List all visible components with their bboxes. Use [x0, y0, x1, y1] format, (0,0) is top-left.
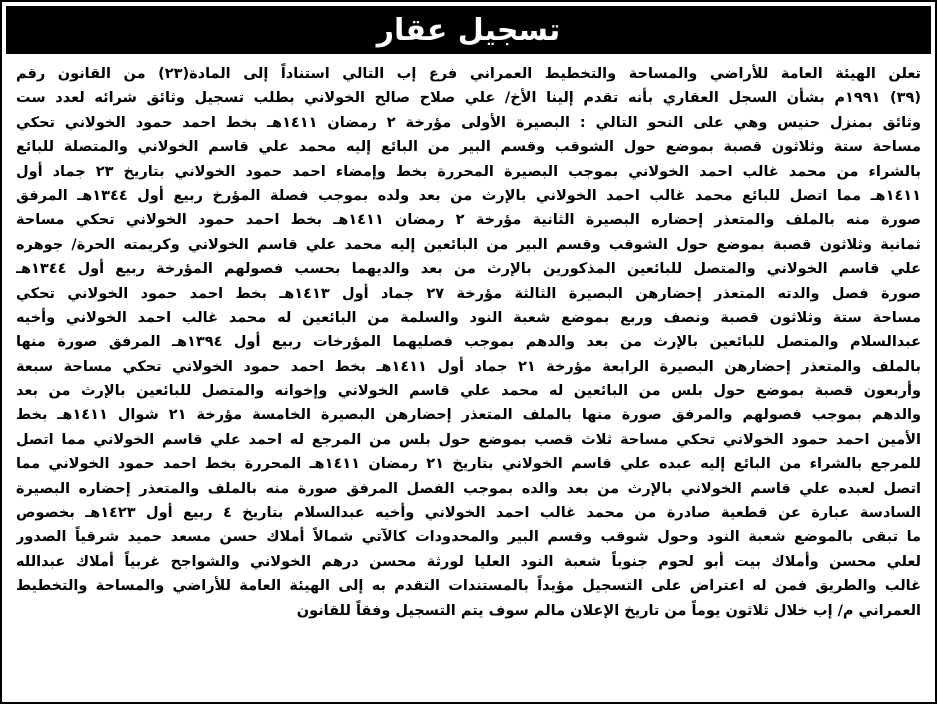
notice-line: ما تبقى بالموضع شعبة النود وحول شوقب وقسم البير والمحدودات كالآتي شمالاً أملاك حسن مسعد حميد شرقياً الصدور: [16, 529, 921, 546]
notice-line: صورة منه بالملف والمتعذر إحضاره البصيرة الثانية مؤرخة ٢ رمضان ١٤١١هـ بخط احمد حمود الخولاني تحكي مساحة: [16, 212, 921, 229]
notice-line: العمراني م/ إب خلال ثلاثون يوماً من تاريخ الإعلان مالم سوف يتم التسجيل وفقاً للقانون: [296, 602, 921, 619]
notice-line: وأربعون قصبة بموضع حول بلس من البائعين له محمد علي قاسم الخولاني وإخوانه والمتصل للبائعين بالإرث من بعد: [16, 383, 921, 400]
notice-line: بالملف والمتعذر إحضارهن البصيرة الرابعة مؤرخة ٢١ جماد أول ١٤١١هـ بخط احمد حمود الخولاني تحكي مساحة سبعة: [16, 358, 921, 375]
notice-line: ١٤١١هـ مما اتصل للبائع محمد غالب احمد الخولاني بالإرث من بعد ولده بموجب فصلة المؤرخ ربيع أول ١٣٤٤هـ المرفق: [16, 187, 921, 204]
notice-line: تعلن الهيئة العامة للأراضي والمساحة والتخطيط العمراني فرع إب التالي استناداً إلى المادة(٢٣) من القانون رقم: [16, 66, 921, 82]
notice-line: مساحة ستة وثلاثون قصبة بموضع حول الشوقب وقسم البير من البائع إليه محمد علي قاسم الخولاني والمتصلة للبائع: [16, 139, 921, 156]
notice-line: اتصل لعبده علي قاسم الخولاني بالإرث من بعد والده بموجب الفصل المرفق صورة منه بالملف والمتعذر إحضاره البصيرة: [16, 480, 921, 497]
notice-line: لعلي محسن وأملاك بيت أبو لحوم جنوباً شعبة النود العليا لورثة محسن درهم الخولاني والشواجح غربياً أملاك عبدالله: [16, 553, 921, 570]
notice-line: علي قاسم الخولاني والمتصل للبائعين المذكورين بالإرث من بعد والديهما بحسب فصولهم المؤرخة ربيع أول ١٣٤٤هـ: [16, 261, 921, 278]
notice-line: والدهم بموجب فصولهم والمرفق صورة منها بالملف المتعذر إحضارهن البصيرة الخامسة مؤرخة ٢١ شوال ١٤١١هـ بخط: [16, 407, 921, 424]
notice-line: السادسة عبارة عن قطعية صادرة من محمد غالب احمد الخولاني وأخيه عبدالسلام بتاريخ ٤ ربيع أول ١٤٢٣هـ بخصوص: [16, 505, 921, 522]
notice-line: صورة فصل والدته المتعذر إحضارهن البصيرة الثالثة مؤرخة ٢٧ جماد أول ١٤١٣هـ بخط احمد حمود الخولاني تحكي: [16, 285, 921, 302]
notice-line: (٣٩) ١٩٩١م بشأن السجل العقاري بأنه تقدم إلينا الأخ/ علي صلاح صالح الخولاني بطلب تسجيل وثائق شرائه لعدد ست: [16, 90, 921, 107]
notice-title: تسجيل عقار: [376, 12, 561, 48]
notice-line: غالب والطريق فمن له اعتراض على التسجيل مؤيداً بالمستندات التقدم به إلى الهيئة العامة للأراضي والمساحة والتخطيط: [16, 578, 921, 595]
title-bar: [6, 6, 931, 54]
notice-line: ثمانية وثلاثون قصبة بموضع حول الشوقب وقسم البير من البائعين إليه محمد علي قاسم الخولاني وكريمته الحرة/ جوهره: [16, 236, 921, 253]
notice-line: مساحة ستة وثلاثون قصبة ونصف وربع بموضع شعبة النود والسلمة من البائعين له محمد غالب احمد الخولاني وأخيه: [16, 309, 921, 326]
notice-line: للمرجع بالشراء من البائع إليه عبده علي قاسم الخولاني بتاريخ ٢١ رمضان ١٤١١هـ المحررة بخط احمد حمود الخولاني مما: [16, 456, 921, 473]
notice-line: الأمين احمد حمود الخولاني تحكي مساحة ثلاث قصب بموضع حول بلس من المرجع له احمد علي قاسم الخولاني مما اتصل: [16, 431, 921, 448]
notice-line: عبدالسلام والمتصل للبائعين بالإرث من بعد والدهم بموجب فصليهما المؤرخات ربيع أول ١٣٩٤هـ المرفق صورة منها: [16, 334, 921, 351]
notice-body: [16, 62, 921, 623]
notice-line: وثائق بمنزل حنيس وهي على النحو التالي : البصيرة الأولى مؤرخة ٢ رمضان ١٤١١هـ بخط احمد حمود الخولاني تحكي: [16, 114, 921, 131]
notice-line: بالشراء من محمد غالب احمد الخولاني بموجب البصيرة المحررة بخط وإمضاء احمد حمود الخولاني بتاريخ ٢٣ جماد أول: [16, 163, 921, 180]
